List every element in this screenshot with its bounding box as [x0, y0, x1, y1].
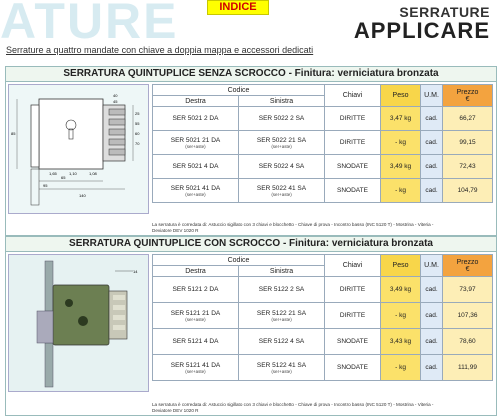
dimension-label: 40: [113, 93, 118, 98]
table-row: SER 5021 41 DA (ser+aste) SER 5022 41 SA (ser+aste) SNODATE - kg cad. 104,79: [153, 179, 493, 203]
col-codice: Codice: [153, 85, 325, 96]
dimension-label: 65: [61, 175, 66, 180]
dimension-label: 1,08: [89, 171, 97, 176]
dimension-label: 85: [11, 131, 16, 136]
col-sinistra: Sinistra: [239, 266, 325, 277]
dimension-label: 1,10: [69, 171, 77, 176]
col-chiavi: Chiavi: [325, 85, 381, 107]
table-row: SER 5021 2 DA SER 5022 2 SA DIRITTE 3,47 kg cad. 66,27: [153, 107, 493, 131]
col-peso: Peso: [381, 85, 421, 107]
col-sinistra: Sinistra: [239, 96, 325, 107]
lock-technical-drawing: [8, 84, 149, 214]
product-section-2: [5, 236, 497, 416]
col-chiavi: Chiavi: [325, 255, 381, 277]
watermark: ATURE: [0, 0, 179, 49]
dimension-label: 1,65: [49, 171, 57, 176]
category-title: SERRATURE: [399, 4, 490, 20]
section-title: SERRATURA QUINTUPLICE SENZA SCROCCO - Finitura: verniciatura bronzata: [6, 67, 496, 82]
dimension-label: 25: [135, 111, 140, 116]
col-peso: Peso: [381, 255, 421, 277]
lock-drawing-svg: [9, 85, 148, 213]
col-prezzo: Prezzo €: [443, 255, 493, 277]
lock-photo: [8, 254, 149, 392]
lock-photo-svg: [9, 255, 148, 391]
table-row: SER 5121 4 DA SER 5122 4 SA SNODATE 3,43 kg cad. 78,60: [153, 329, 493, 355]
index-button[interactable]: INDICE: [207, 0, 269, 15]
accessories-note-2: Deviatore DEV 1020 R: [152, 228, 199, 233]
product-section-1: [5, 66, 497, 236]
table-row: SER 5121 41 DA (ser+aste) SER 5122 41 SA (ser+aste) SNODATE - kg cad. 111,99: [153, 355, 493, 381]
dimension-label: 95: [43, 183, 48, 188]
dimension-label: 55: [135, 121, 140, 126]
dimension-label: 14: [133, 269, 138, 274]
col-prezzo: Prezzo €: [443, 85, 493, 107]
dimension-label: 60: [135, 131, 140, 136]
page-title: APPLICARE: [353, 18, 490, 43]
dimension-label: 70: [135, 141, 140, 146]
accessories-note: La serratura è corredata di: Astuccio sigillato con 3 chiavi e blocchetto - Chiave di prova - Incontro basso (INC 5120 T) - Mostrina - Viteria -: [152, 222, 434, 227]
dimension-label: 140: [79, 193, 86, 198]
col-destra: Destra: [153, 96, 239, 107]
table-row: SER 5121 2 DA SER 5122 2 SA DIRITTE 3,49 kg cad. 73,97: [153, 277, 493, 303]
col-codice: Codice: [153, 255, 325, 266]
section-title: SERRATURA QUINTUPLICE CON SCROCCO - Finitura: verniciatura bronzata: [6, 237, 496, 252]
accessories-note: La serratura è corredata di: Astuccio sigillato con 3 chiavi e blocchetto - Chiave di prova - Incontro basso (INC 5120 T) - Mostrina - Viteria -: [152, 402, 434, 407]
dimension-label: 45: [113, 99, 118, 104]
col-um: U.M.: [421, 255, 443, 277]
table-row: SER 5021 4 DA SER 5022 4 SA SNODATE 3,49 kg cad. 72,43: [153, 155, 493, 179]
page-header: [0, 0, 500, 49]
table-row: SER 5121 21 DA (ser+aste) SER 5122 21 SA (ser+aste) DIRITTE - kg cad. 107,36: [153, 303, 493, 329]
product-table: [152, 254, 493, 381]
product-table: [152, 84, 493, 203]
col-destra: Destra: [153, 266, 239, 277]
col-um: U.M.: [421, 85, 443, 107]
page-subtitle: Serrature a quattro mandate con chiave a doppia mappa e accessori dedicati: [6, 45, 314, 55]
accessories-note-2: Deviatore DEV 1020 R: [152, 408, 199, 413]
table-row: SER 5021 21 DA (ser+aste) SER 5022 21 SA (ser+aste) DIRITTE - kg cad. 99,15: [153, 131, 493, 155]
